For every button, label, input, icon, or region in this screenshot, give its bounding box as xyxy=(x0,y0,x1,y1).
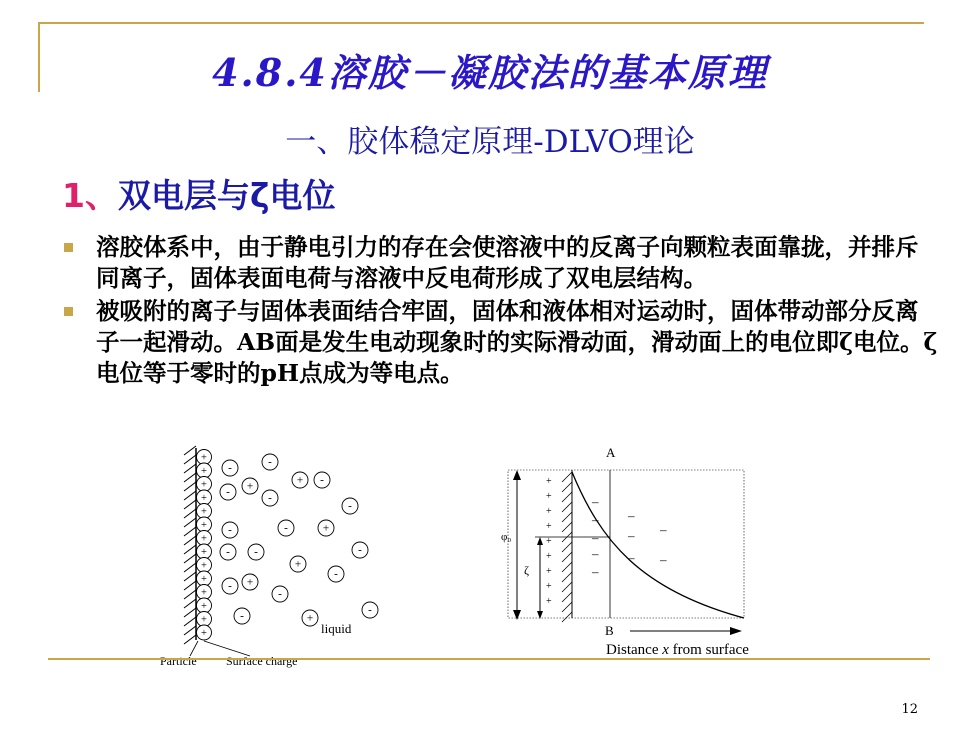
hatch-line xyxy=(184,590,196,599)
hatch-line xyxy=(184,545,196,554)
slide-title: 4.8.4溶胶－凝胶法的基本原理 xyxy=(212,50,768,95)
hatch-line xyxy=(184,572,196,581)
diffuse-minus-sign: – xyxy=(592,546,599,561)
stern-plus-sign: + xyxy=(546,566,552,577)
surface-plus-ion xyxy=(197,504,212,519)
zeta-arrow-top xyxy=(537,537,543,545)
svg-text:-: - xyxy=(240,610,244,623)
svg-text:+: + xyxy=(201,600,207,612)
free-minus-ion xyxy=(342,498,358,514)
surface-plus-ion xyxy=(197,612,212,627)
hatch-line xyxy=(184,608,196,617)
free-minus-ion xyxy=(314,472,330,488)
surface-plus-ion xyxy=(197,450,212,465)
svg-text:-: - xyxy=(228,580,232,593)
surface-charge-column xyxy=(197,450,212,641)
free-minus-ion xyxy=(234,608,250,624)
surface-plus-ion xyxy=(197,625,212,640)
wall-hatch-line xyxy=(562,482,572,492)
hatch-line xyxy=(184,563,196,572)
hatch-line xyxy=(184,617,196,626)
surface-charge-label: Surface charge xyxy=(226,654,298,668)
diffuse-minus-sign: – xyxy=(592,530,599,545)
svg-text:-: - xyxy=(228,462,232,475)
stern-plus-sign: + xyxy=(546,581,552,592)
wall-hatch-line xyxy=(562,602,572,612)
surface-plus-ion xyxy=(197,585,212,600)
page-number: 12 xyxy=(901,702,918,717)
left-double-layer-figure xyxy=(160,446,378,668)
wall-hatch-line xyxy=(562,502,572,512)
wall-hatch-line xyxy=(562,542,572,552)
label-a: A xyxy=(606,445,616,460)
double-layer-diagram xyxy=(160,440,800,670)
hatch-line xyxy=(184,446,196,455)
free-plus-ion xyxy=(290,556,306,572)
stern-plus-sign: + xyxy=(546,506,552,517)
hatch-line xyxy=(184,464,196,473)
svg-text:+: + xyxy=(201,492,207,504)
free-plus-ion xyxy=(302,610,318,626)
hatch-line xyxy=(184,491,196,500)
stern-plus-sign: + xyxy=(546,536,552,547)
label-b: B xyxy=(605,623,614,638)
wall-hatch-line xyxy=(562,612,572,622)
hatch-line xyxy=(184,635,196,644)
hatch-line xyxy=(184,518,196,527)
surface-plus-ion xyxy=(197,531,212,546)
phi0-label: φ₀ xyxy=(501,531,512,543)
free-minus-ion xyxy=(362,602,378,618)
section-text: 双电层与ζ电位 xyxy=(117,176,336,215)
svg-text:+: + xyxy=(201,479,207,491)
surface-plus-ion xyxy=(197,544,212,559)
svg-text:+: + xyxy=(201,533,207,545)
surface-plus-ion xyxy=(197,598,212,613)
diffuse-minus-sign: – xyxy=(628,528,635,543)
free-plus-ion xyxy=(242,574,258,590)
free-minus-ion xyxy=(328,566,344,582)
distance-axis-label: Distance x from surface xyxy=(606,642,749,658)
stern-plus-sign: + xyxy=(546,521,552,532)
hatch-line xyxy=(184,473,196,482)
svg-text:+: + xyxy=(322,522,330,535)
svg-text:+: + xyxy=(294,558,302,571)
hatch-line xyxy=(184,554,196,563)
svg-text:-: - xyxy=(348,500,352,513)
svg-text:-: - xyxy=(268,492,272,505)
hatch-line xyxy=(184,626,196,635)
hatch-line xyxy=(184,581,196,590)
bullet-item xyxy=(60,232,940,294)
svg-text:-: - xyxy=(254,546,258,559)
svg-text:+: + xyxy=(201,465,207,477)
free-minus-ion xyxy=(272,586,288,602)
wall-hatch-line xyxy=(562,472,572,482)
svg-text:-: - xyxy=(268,456,272,469)
phi0-arrow-bottom xyxy=(513,610,521,620)
free-minus-ion xyxy=(278,520,294,536)
free-minus-ion xyxy=(220,484,236,500)
svg-text:-: - xyxy=(278,588,282,601)
svg-text:+: + xyxy=(201,573,207,585)
particle-surface-hatch xyxy=(184,446,196,644)
diffuse-minus-sign: – xyxy=(592,564,599,579)
svg-text:+: + xyxy=(201,560,207,572)
svg-text:+: + xyxy=(201,519,207,531)
free-minus-ion xyxy=(262,454,278,470)
frame-top-line xyxy=(38,22,924,24)
free-plus-ion xyxy=(242,478,258,494)
section-number: 1、 xyxy=(62,176,118,215)
bullet-item xyxy=(60,296,940,389)
stern-plus-sign: + xyxy=(546,476,552,487)
hatch-line xyxy=(184,500,196,509)
svg-text:+: + xyxy=(201,452,207,464)
diffuse-minus-sign: – xyxy=(660,522,667,537)
diffuse-minus-sign: – xyxy=(592,512,599,527)
bullet-square-icon xyxy=(64,307,73,316)
surface-plus-ion xyxy=(197,517,212,532)
svg-text:-: - xyxy=(228,524,232,537)
svg-text:+: + xyxy=(246,480,254,493)
svg-text:-: - xyxy=(226,486,230,499)
distance-arrow-head xyxy=(730,627,742,635)
svg-text:+: + xyxy=(201,614,207,626)
surface-plus-ion xyxy=(197,463,212,478)
particle-label: Particle xyxy=(160,654,197,668)
free-minus-ion xyxy=(352,542,368,558)
svg-text:-: - xyxy=(368,604,372,617)
wall-hatch-line xyxy=(562,592,572,602)
slide-subtitle: 一、胶体稳定原理-DLVO理论 xyxy=(285,124,695,160)
wall-hatch-line xyxy=(562,552,572,562)
svg-text:+: + xyxy=(201,627,207,639)
svg-text:-: - xyxy=(226,546,230,559)
bullet-list xyxy=(60,232,940,391)
section-heading xyxy=(62,170,335,217)
liquid-label: liquid xyxy=(321,621,352,636)
stern-plus-sign: + xyxy=(546,596,552,607)
wall-hatch-line xyxy=(562,582,572,592)
phi0-arrow-top xyxy=(513,470,521,480)
potential-plot-frame xyxy=(508,470,744,618)
svg-text:+: + xyxy=(201,587,207,599)
stern-plus-sign: + xyxy=(546,551,552,562)
free-minus-ion xyxy=(248,544,264,560)
hatch-line xyxy=(184,482,196,491)
hatch-line xyxy=(184,455,196,464)
hatch-line xyxy=(184,527,196,536)
bullet-square-icon xyxy=(64,243,73,252)
free-minus-ion xyxy=(220,544,236,560)
surface-plus-ion xyxy=(197,571,212,586)
stern-plus-sign: + xyxy=(546,491,552,502)
surface-plus-ion xyxy=(197,490,212,505)
bullet-text: 被吸附的离子与固体表面结合牢固，固体和液体相对运动时，固体带动部分反离子一起滑动。AB面是发生电动现象时的实际滑动面，滑动面上的电位即ζ电位。ζ电位等于零时的pH点成为等电点。 xyxy=(96,297,938,387)
svg-text:+: + xyxy=(201,506,207,518)
free-minus-ion xyxy=(222,460,238,476)
svg-text:+: + xyxy=(246,576,254,589)
wall-hatch-line xyxy=(562,562,572,572)
wall-hatch xyxy=(562,472,572,622)
bullet-text: 溶胶体系中，由于静电引力的存在会使溶液中的反离子向颗粒表面靠拢，并排斥同离子，固体表面电荷与溶液中反电荷形成了双电层结构。 xyxy=(96,233,919,292)
frame-bottom-line xyxy=(48,658,930,660)
wall-hatch-line xyxy=(562,492,572,502)
free-minus-ion xyxy=(222,578,238,594)
free-ions xyxy=(220,454,378,626)
free-plus-ion xyxy=(292,472,308,488)
right-potential-figure xyxy=(501,445,749,658)
diffuse-minus-sign: – xyxy=(628,550,635,565)
svg-text:-: - xyxy=(358,544,362,557)
svg-text:+: + xyxy=(296,474,304,487)
hatch-line xyxy=(184,509,196,518)
free-minus-ion xyxy=(222,522,238,538)
wall-hatch-line xyxy=(562,522,572,532)
free-minus-ion xyxy=(262,490,278,506)
svg-text:+: + xyxy=(201,546,207,558)
hatch-line xyxy=(184,536,196,545)
free-plus-ion xyxy=(318,520,334,536)
surface-plus-ion xyxy=(197,558,212,573)
svg-text:-: - xyxy=(334,568,338,581)
diffuse-minus-sign: – xyxy=(660,552,667,567)
hatch-line xyxy=(184,599,196,608)
svg-text:-: - xyxy=(320,474,324,487)
wall-hatch-line xyxy=(562,512,572,522)
svg-text:-: - xyxy=(284,522,288,535)
svg-text:+: + xyxy=(306,612,314,625)
stern-layer-plus-charges xyxy=(546,476,552,607)
zeta-label: ζ xyxy=(524,563,529,577)
surface-plus-ion xyxy=(197,477,212,492)
diffuse-minus-sign: – xyxy=(628,508,635,523)
diffuse-layer-minus-charges xyxy=(591,494,667,579)
wall-hatch-line xyxy=(562,572,572,582)
diffuse-minus-sign: – xyxy=(592,494,599,509)
